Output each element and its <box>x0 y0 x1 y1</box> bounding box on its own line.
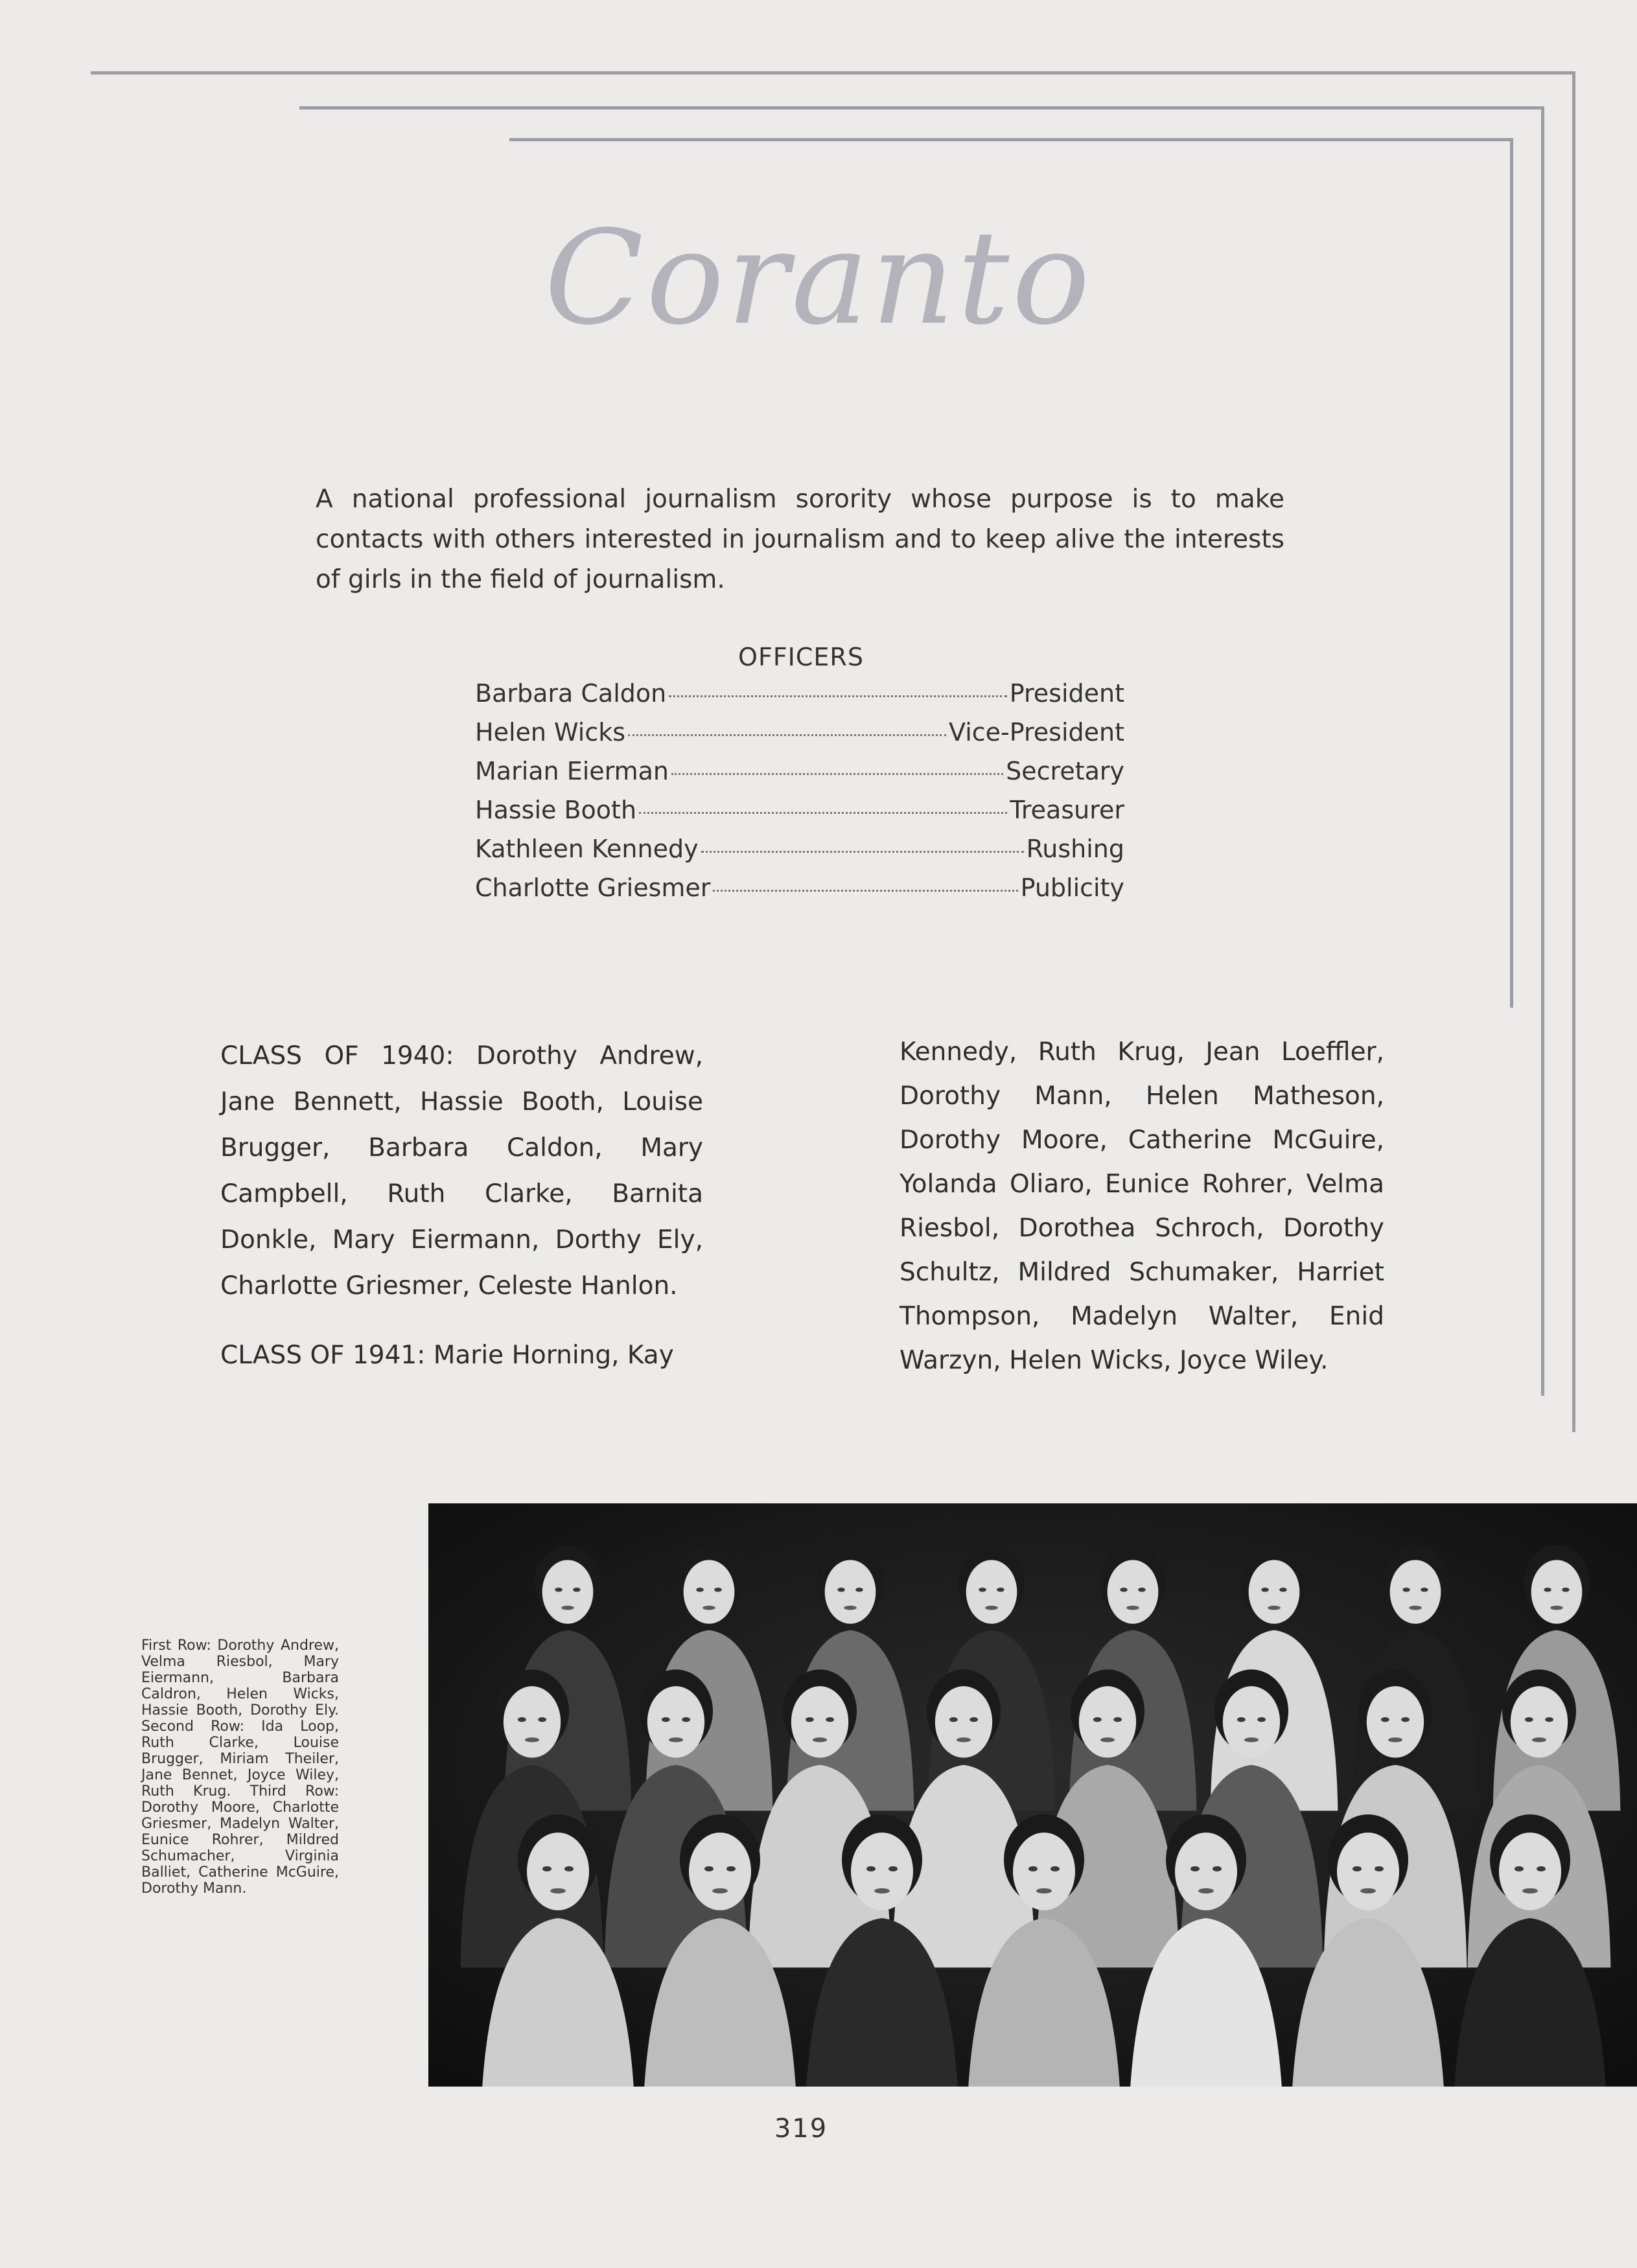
officer-row <box>475 718 1124 757</box>
members-column-right <box>900 1030 1384 1383</box>
officer-role: President <box>1009 679 1124 708</box>
photo-caption: First Row: Dorothy Andrew, Velma Riesbol, Mary Eiermann, Barbara Caldron, Helen Wicks, Hassie Booth, Dorothy Ely. Second Row: Ida Loop, Ruth Clarke, Louise Brugger, Miriam Theiler, Jane Bennet, Joyce Wiley, Ruth Krug. Third Row: Dorothy Moore, Charlotte Griesmer, Madelyn Walter, Eunice Rohrer, Mildred Schumacher, Virginia Balliet, Catherine McGuire, Dorothy Mann. <box>141 1637 339 1897</box>
officer-role: Secretary <box>1006 757 1124 785</box>
class-1941-continued: Kennedy, Ruth Krug, Jean Loeffler, Dorothy Mann, Helen Matheson, Dorothy Moore, Catherine McGuire, Yolanda Oliaro, Eunice Rohrer, Velma Riesbol, Dorothea Schroch, Dorothy Schultz, Mildred Schumaker, Harriet Thompson, Madelyn Walter, Enid Warzyn, Helen Wicks, Joyce Wiley. <box>900 1037 1384 1375</box>
frame-rule-middle-top <box>299 106 1544 110</box>
group-photo <box>428 1503 1637 2087</box>
officer-row <box>475 757 1124 796</box>
officer-role: Vice-President <box>949 718 1124 746</box>
leader-dots <box>713 890 1017 892</box>
page-number: 319 <box>774 2114 828 2144</box>
officers-list <box>475 679 1124 912</box>
officer-role: Publicity <box>1020 874 1124 902</box>
leader-dots <box>669 695 1007 697</box>
officer-name: Charlotte Griesmer <box>475 874 711 902</box>
page-title: Coranto <box>544 203 1093 354</box>
leader-dots <box>639 812 1007 814</box>
officer-row <box>475 835 1124 874</box>
officer-row <box>475 874 1124 912</box>
group-photo-image <box>428 1503 1637 2087</box>
intro-paragraph: A national professional journalism sorority whose purpose is to make contacts with others interested in journalism and to keep alive the interests of girls in the field of journalism. <box>316 485 1284 594</box>
officer-row <box>475 796 1124 835</box>
members-column-left <box>220 1033 703 1378</box>
officer-name: Marian Eierman <box>475 757 669 785</box>
officer-role: Rushing <box>1026 835 1124 863</box>
officer-name: Helen Wicks <box>475 718 626 746</box>
officers-heading: OFFICERS <box>738 643 864 671</box>
frame-rule-outer-top <box>91 71 1575 75</box>
officer-name: Barbara Caldon <box>475 679 667 708</box>
leader-dots <box>701 851 1024 853</box>
officer-row <box>475 679 1124 718</box>
officer-name: Kathleen Kennedy <box>475 835 699 863</box>
leader-dots <box>671 773 1003 775</box>
officer-role: Treasurer <box>1010 796 1124 824</box>
class-1941-paragraph: CLASS OF 1941: Marie Horning, Kay <box>220 1341 674 1370</box>
officer-name: Hassie Booth <box>475 796 637 824</box>
frame-rule-inner-top <box>509 138 1513 141</box>
class-1940-paragraph: CLASS OF 1940: Dorothy Andrew, Jane Bennett, Hassie Booth, Louise Brugger, Barbara Caldon, Mary Campbell, Ruth Clarke, Barnita Donkle, Mary Eiermann, Dorthy Ely, Charlotte Griesmer, Celeste Hanlon. <box>220 1041 703 1301</box>
leader-dots <box>628 734 946 736</box>
